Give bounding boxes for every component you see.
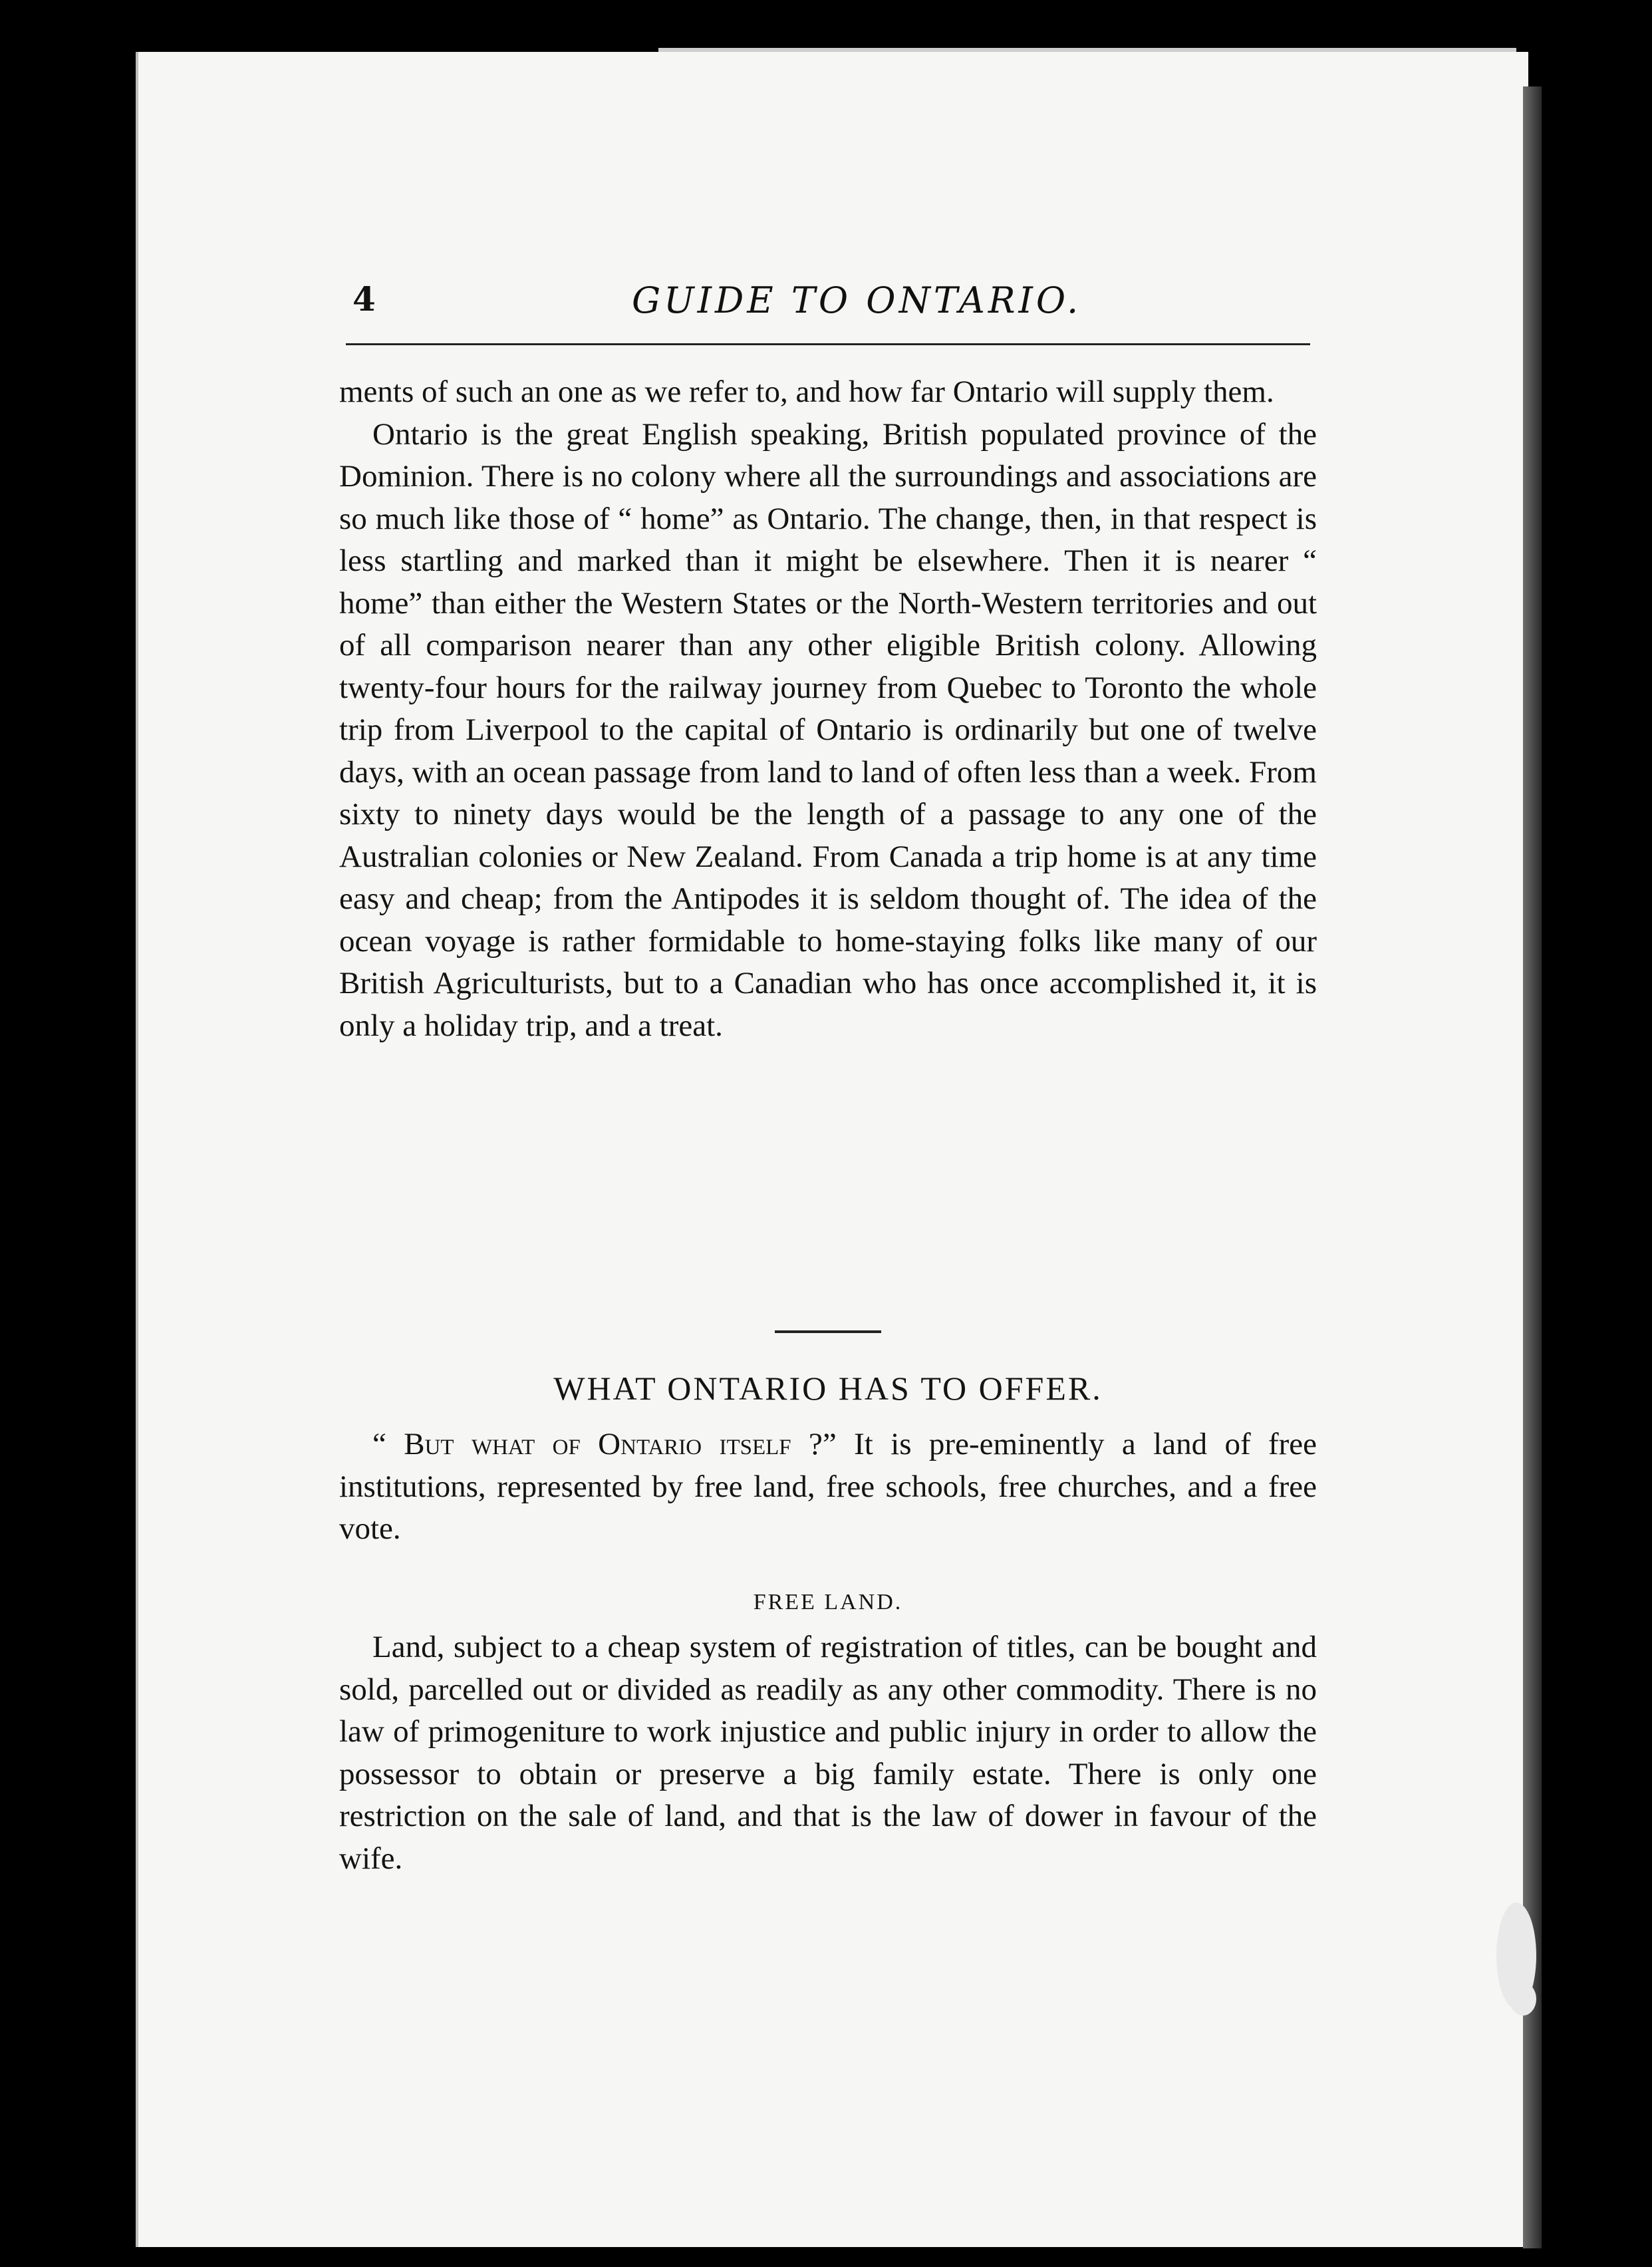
body-text: [339, 371, 1317, 1047]
section-intro-paragraph: [339, 1424, 1317, 1551]
running-title: GUIDE TO ONTARIO.: [632, 279, 1082, 321]
subsection-heading: FREE LAND.: [753, 1590, 903, 1614]
header-rule: [346, 343, 1310, 345]
section-divider: [775, 1330, 881, 1333]
paragraph-continued: ments of such an one as we refer to, and how far Ontario will supply them.: [339, 375, 1274, 409]
page-header: [346, 273, 1317, 326]
page-number: 4: [352, 279, 376, 319]
paragraph-ontario-description: Ontario is the great English speaking, British populated province of the Dominion. There is no colony where all the surroundings and associations are so much like those of “ home” as Ontario. The change, then, in that respect is less startling and marked than it might be elsewhere. Then it is nearer “ home” than either the Western States or the North-Western territories and out of all comparison nearer than any other eligible British colony. Allowing twenty-four hours for the railway journey from Quebec to Toronto the whole trip from Liverpool to the capital of Ontario is ordinarily but one of twelve days, with an ocean passage from land to land of often less than a week. From sixty to ninety days would be the length of a passage to any one of the Australian colonies or New Zealand. From Canada a trip home is at any time easy and cheap; from the Antipodes it is seldom thought of. The idea of the ocean voyage is rather formidable to home-staying folks like many of our British Agriculturists, but to a Canadian who has once accomplished it, it is only a holiday trip, and a treat.: [339, 416, 1317, 1043]
free-land-paragraph: Land, subject to a cheap system of registration of titles, can be bought and sold, parcelled out or divided as readily as any other commodity. There is no law of primogeniture to work injustice and public injury in order to allow the possessor to obtain or preserve a big family estate. There is only one restriction on the sale of land, and that is the law of dower in favour of the wife.: [339, 1630, 1317, 1876]
scan-artifact: [1510, 1982, 1536, 2016]
section-intro: [339, 1424, 1317, 1551]
section-heading: WHAT ONTARIO HAS TO OFFER.: [553, 1370, 1103, 1407]
subsection-text: [339, 1626, 1317, 1880]
intro-text: It is pre-eminently a land of free institutions, represented by free land, free schools, free churches, and a free vote.: [339, 1427, 1317, 1546]
intro-quote: “ But what of Ontario itself ?”: [372, 1427, 837, 1461]
